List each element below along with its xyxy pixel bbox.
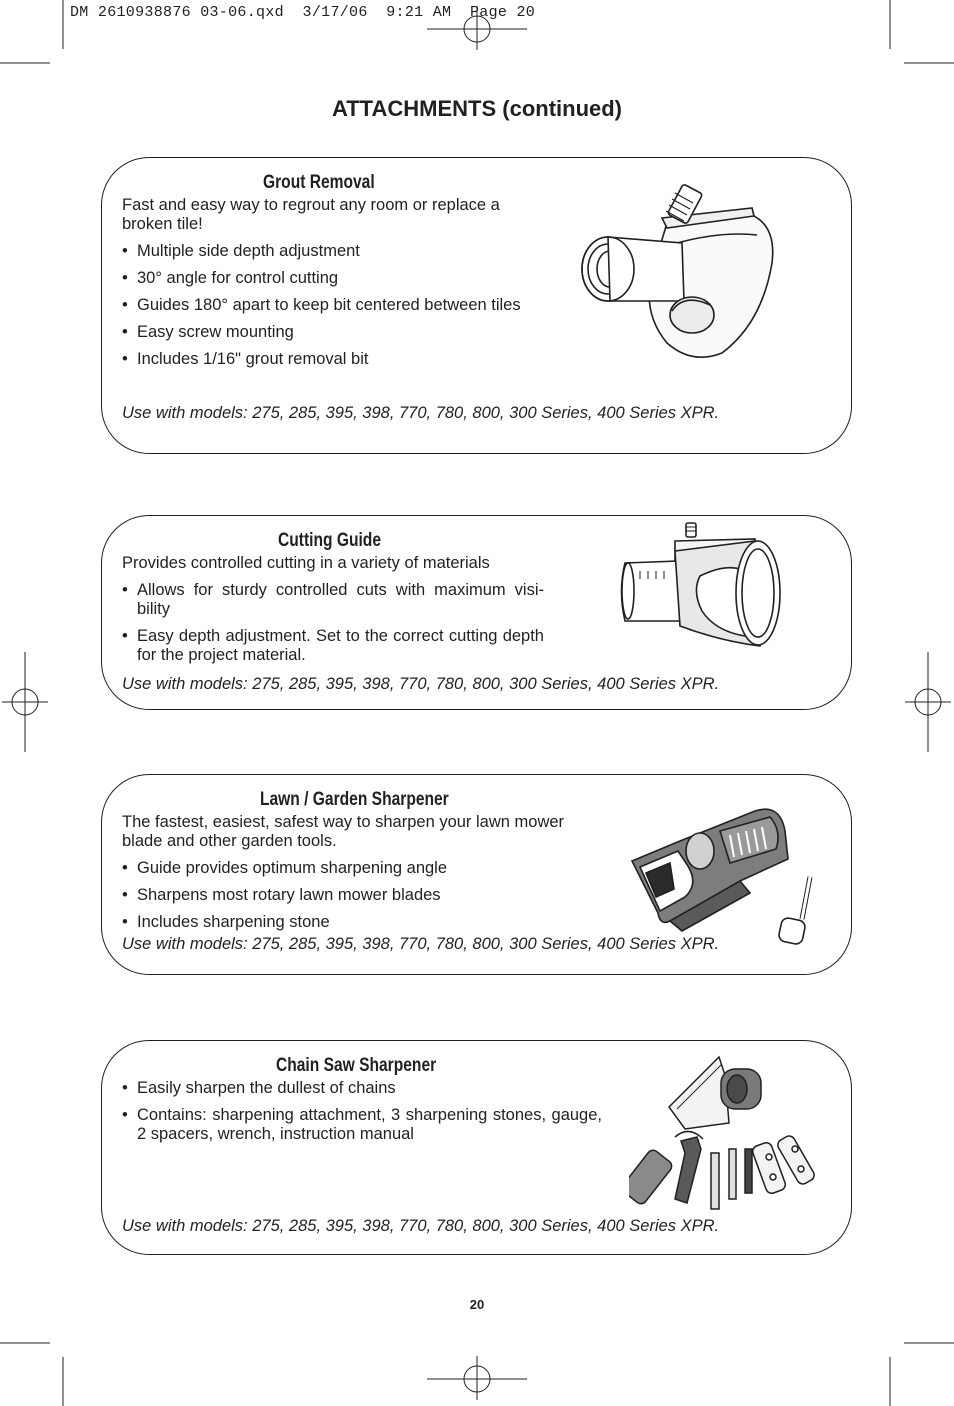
panel-title: Cutting Guide	[278, 530, 381, 551]
bullet-list	[122, 242, 524, 369]
lawn-garden-sharpener-icon	[630, 801, 825, 951]
panel-body	[122, 1079, 602, 1152]
page-number: 20	[469, 1297, 485, 1312]
compatible-models: Use with models: 275, 285, 395, 398, 770, 780, 800, 300 Series, 400 Series XPR.	[122, 404, 720, 422]
grout-removal-attachment-icon	[572, 183, 782, 368]
chain-saw-sharpener-kit-icon	[629, 1053, 824, 1213]
list-item: • Easy depth adjustment. Set to the correct cutting depth for the project material.	[122, 627, 544, 665]
list-item: • Includes sharpening stone	[122, 913, 602, 932]
panel-grout-removal	[101, 157, 852, 454]
panel-cutting-guide	[101, 515, 852, 710]
compatible-models: Use with models: 275, 285, 395, 398, 770, 780, 800, 300 Series, 400 Series XPR.	[122, 935, 720, 953]
panel-body	[122, 196, 524, 377]
page-title: ATTACHMENTS (continued)	[331, 96, 623, 121]
panel-title: Grout Removal	[263, 172, 375, 193]
list-item: • Multiple side depth adjustment	[122, 242, 524, 261]
panel-body	[122, 813, 602, 940]
list-item: • Guide provides optimum sharpening angle	[122, 859, 602, 878]
panel-title: Chain Saw Sharpener	[276, 1055, 437, 1076]
panel-intro: The fastest, easiest, safest way to sharpen your lawn mower blade and other garden tools.	[122, 813, 565, 850]
print-slug: DM 2610938876 03-06.qxd 3/17/06 9:21 AM Page 20	[70, 4, 536, 21]
list-item: • Guides 180° apart to keep bit centered between tiles	[122, 296, 524, 315]
compatible-models: Use with models: 275, 285, 395, 398, 770, 780, 800, 300 Series, 400 Series XPR.	[122, 1217, 720, 1235]
compatible-models: Use with models: 275, 285, 395, 398, 770, 780, 800, 300 Series, 400 Series XPR.	[122, 675, 720, 693]
panel-chain-saw-sharpener	[101, 1040, 852, 1255]
panel-intro: Provides controlled cutting in a variety of materials	[122, 554, 490, 572]
bullet-list	[122, 581, 544, 665]
bullet-list	[122, 1079, 602, 1144]
list-item: • Sharpens most rotary lawn mower blades	[122, 886, 602, 905]
list-item: • Contains: sharpening attachment, 3 sharpening stones, gauge, 2 spacers, wrench, instruction manual	[122, 1106, 602, 1144]
panel-intro: Fast and easy way to regrout any room or replace a broken tile!	[122, 196, 500, 233]
list-item: • Easy screw mounting	[122, 323, 524, 342]
panel-lawn-garden-sharpener	[101, 774, 852, 975]
panel-title: Lawn / Garden Sharpener	[260, 789, 449, 810]
list-item: • Includes 1/16" grout removal bit	[122, 350, 524, 369]
cutting-guide-attachment-icon	[620, 521, 785, 666]
bullet-list	[122, 859, 602, 932]
panel-body	[122, 554, 544, 673]
list-item: • Easily sharpen the dullest of chains	[122, 1079, 602, 1098]
list-item: • Allows for sturdy controlled cuts with maximum visi- bility	[122, 581, 544, 619]
list-item: • 30° angle for control cutting	[122, 269, 524, 288]
